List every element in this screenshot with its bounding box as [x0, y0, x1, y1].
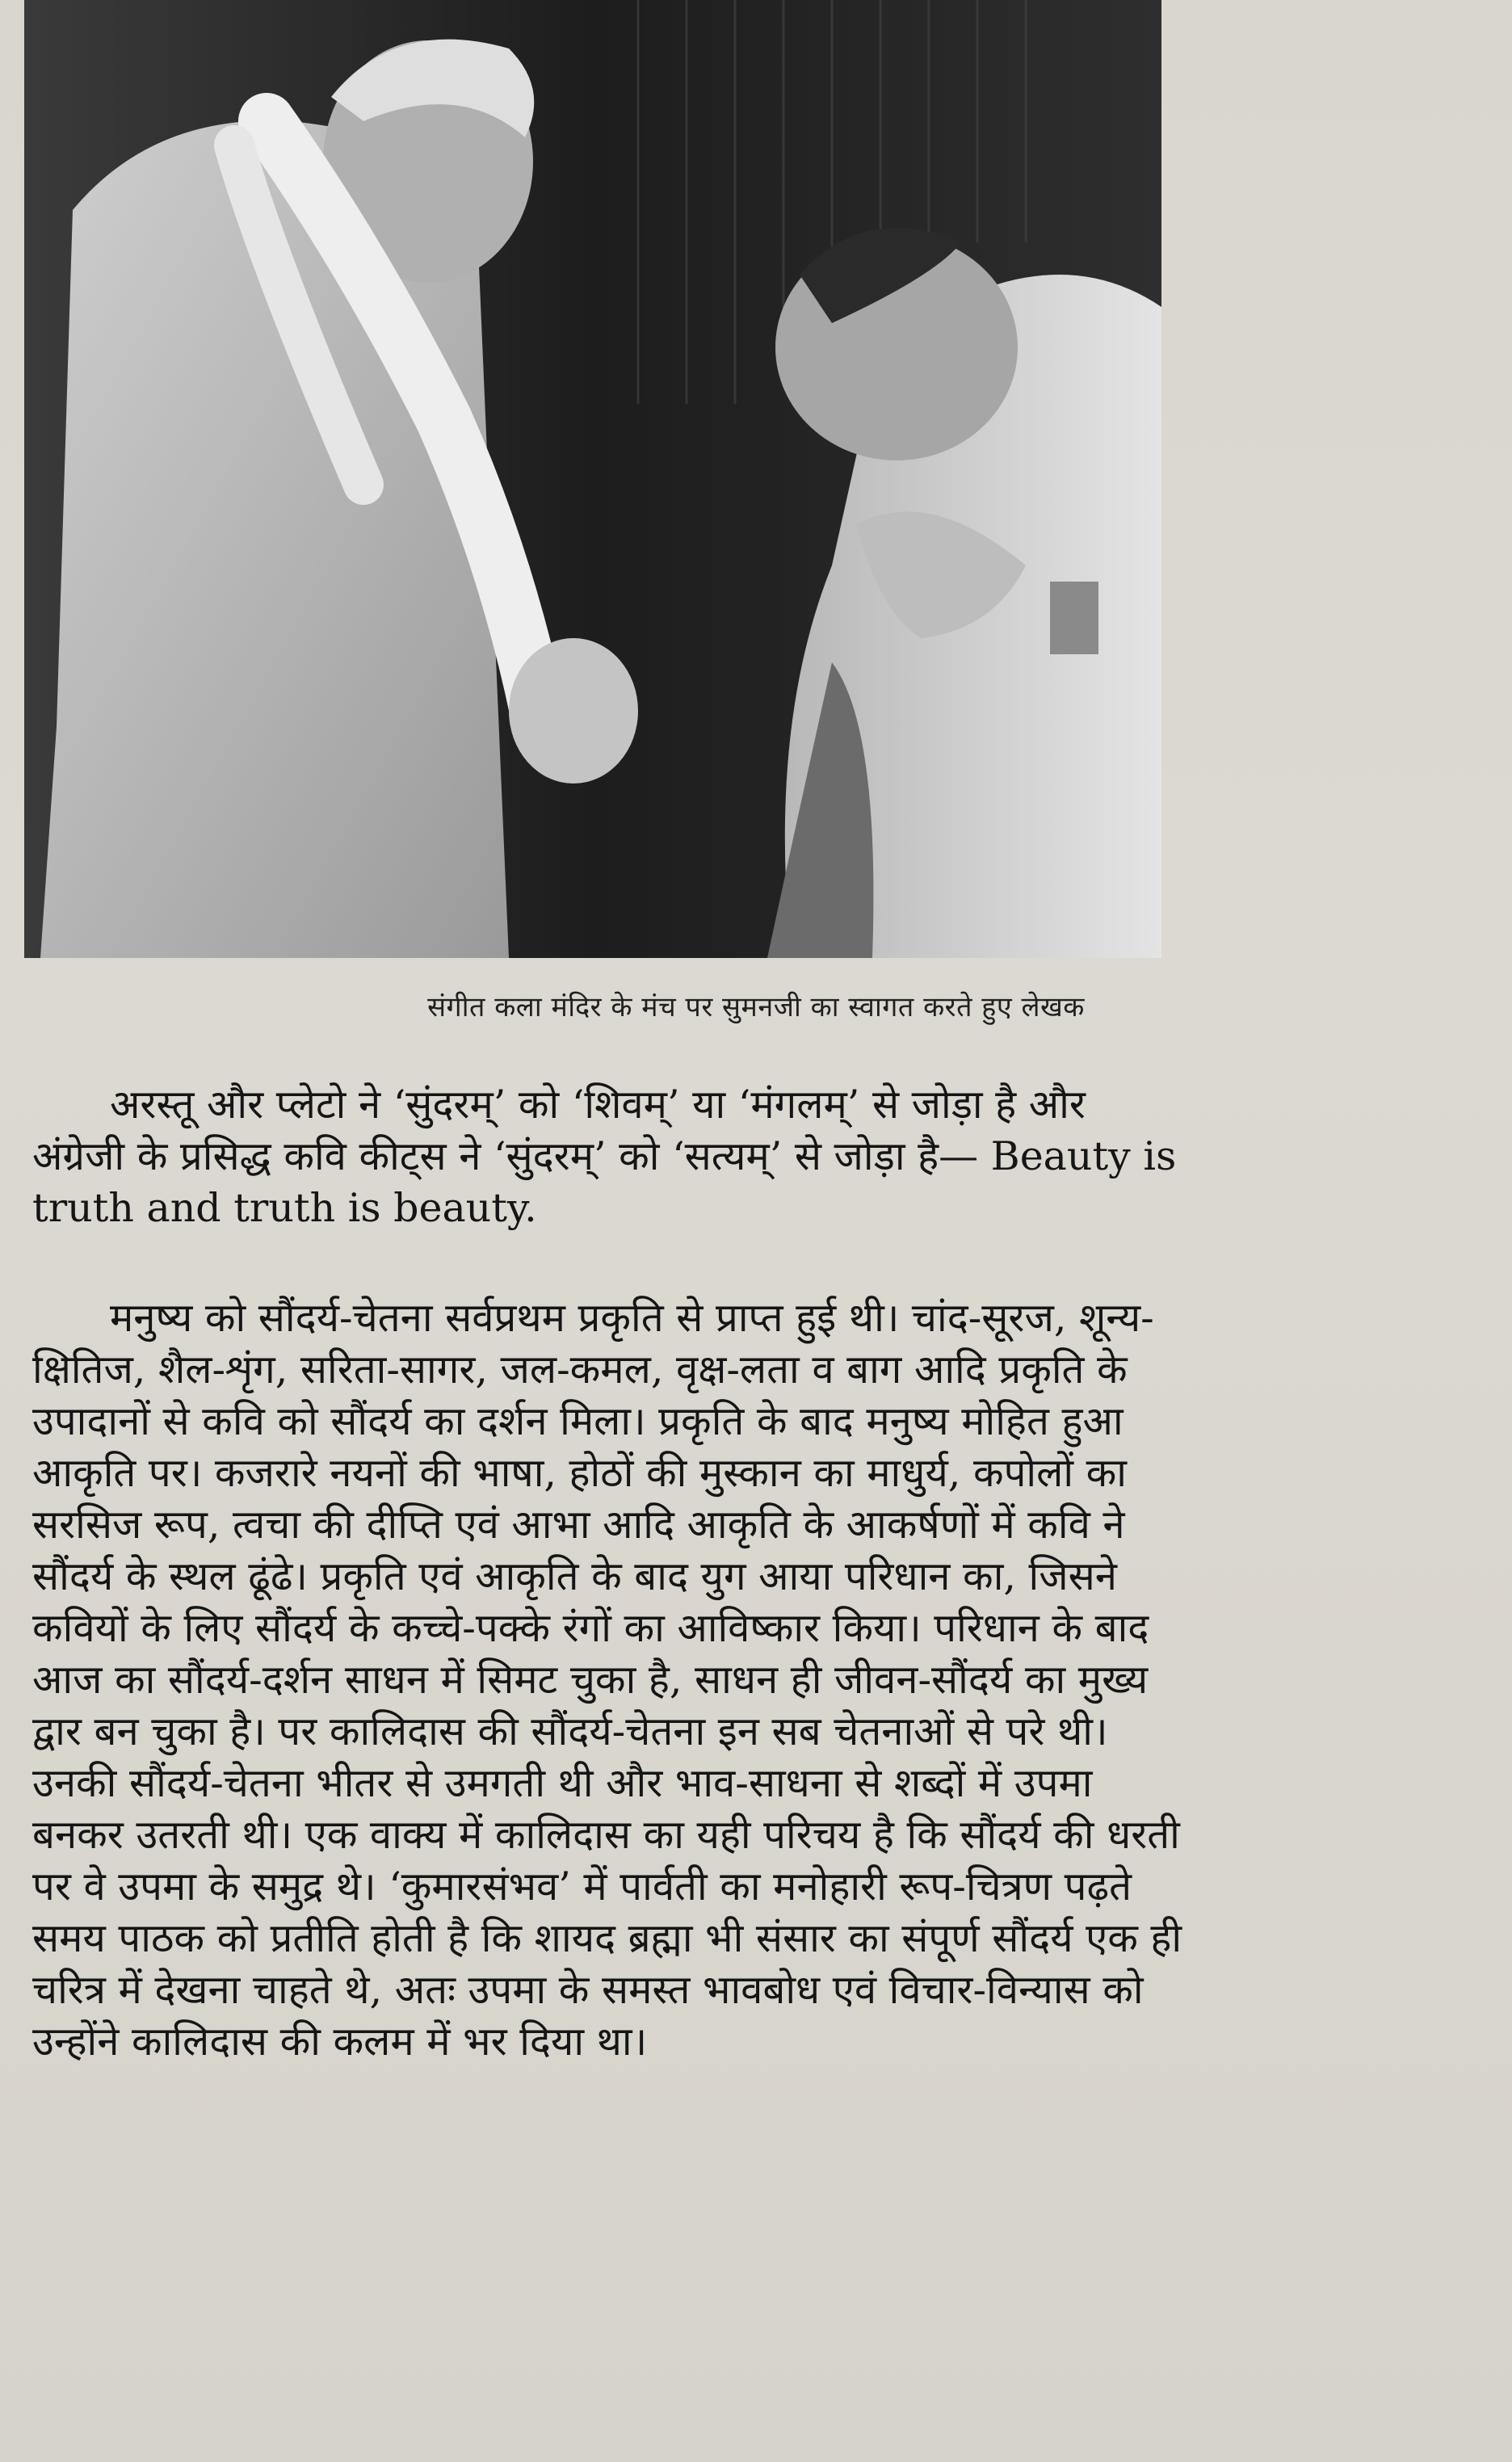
- paragraph-line: पर वे उपमा के समुद्र थे। ‘कुमारसंभव’ में पार्वती का मनोहारी रूप-चित्रण पढ़ते: [32, 1863, 1132, 1910]
- photo-image: [24, 0, 1161, 958]
- paragraph-line: उनकी सौंदर्य-चेतना भीतर से उमगती थी और भाव-साधना से शब्दों में उपमा: [32, 1760, 1093, 1806]
- paragraph-line: सरसिज रूप, त्वचा की दीप्ति एवं आभा आदि आकृति के आकर्षणों में कवि ने: [32, 1502, 1125, 1548]
- paragraph-line: समय पाठक को प्रतीति होती है कि शायद ब्रह्मा भी संसार का संपूर्ण सौंदर्य एक ही: [32, 1915, 1182, 1961]
- paragraph-1: [32, 1079, 1496, 1234]
- paragraph-line: अरस्तू और प्लेटो ने ‘सुंदरम्’ को ‘शिवम्’ या ‘मंगलम्’ से जोड़ा है और: [110, 1082, 1086, 1128]
- paragraph-line: चरित्र में देखना चाहते थे, अतः उपमा के समस्त भावबोध एवं विचार-विन्यास को: [32, 1967, 1144, 2013]
- photo-caption: संगीत कला मंदिर के मंच पर सुमनजी का स्वागत करते हुए लेखक: [427, 991, 1085, 1023]
- paragraph-line: मनुष्य को सौंदर्य-चेतना सर्वप्रथम प्रकृति से प्राप्त हुई थी। चांद-सूरज, शून्य-: [110, 1295, 1154, 1341]
- paragraph-line: उन्होंने कालिदास की कलम में भर दिया था।: [32, 2019, 648, 2065]
- paragraph-line: आज का सौंदर्य-दर्शन साधन में सिमट चुका है, साधन ही जीवन-सौंदर्य का मुख्य: [32, 1657, 1149, 1703]
- paragraph-line: क्षितिज, शैल-शृंग, सरिता-सागर, जल-कमल, वृक्ष-लता व बाग आदि प्रकृति के: [32, 1347, 1128, 1393]
- paragraph-line: अंग्रेजी के प्रसिद्ध कवि कीट्स ने ‘सुंदरम्’ को ‘सत्यम्’ से जोड़ा है— Beauty is: [32, 1133, 1177, 1179]
- paragraph-line: द्वार बन चुका है। पर कालिदास की सौंदर्य-चेतना इन सब चेतनाओं से परे थी।: [32, 1708, 1108, 1754]
- paragraph-line: सौंदर्य के स्थल ढूंढे। प्रकृति एवं आकृति के बाद युग आया परिधान का, जिसने: [32, 1553, 1117, 1599]
- paragraph-line: उपादानों से कवि को सौंदर्य का दर्शन मिला। प्रकृति के बाद मनुष्य मोहित हुआ: [32, 1398, 1124, 1444]
- paragraph-2: [32, 1292, 1496, 2068]
- photograph: [24, 0, 1161, 958]
- paragraph-line: आकृति पर। कजरारे नयनों की भाषा, होठों की मुस्कान का माधुर्य, कपोलों का: [32, 1450, 1127, 1496]
- paragraph-line: truth and truth is beauty.: [32, 1185, 537, 1231]
- paragraph-line: बनकर उतरती थी। एक वाक्य में कालिदास का यही परिचय है कि सौंदर्य की धरती: [32, 1812, 1180, 1858]
- paragraph-line: कवियों के लिए सौंदर्य के कच्चे-पक्के रंगों का आविष्कार किया। परिधान के बाद: [32, 1605, 1149, 1651]
